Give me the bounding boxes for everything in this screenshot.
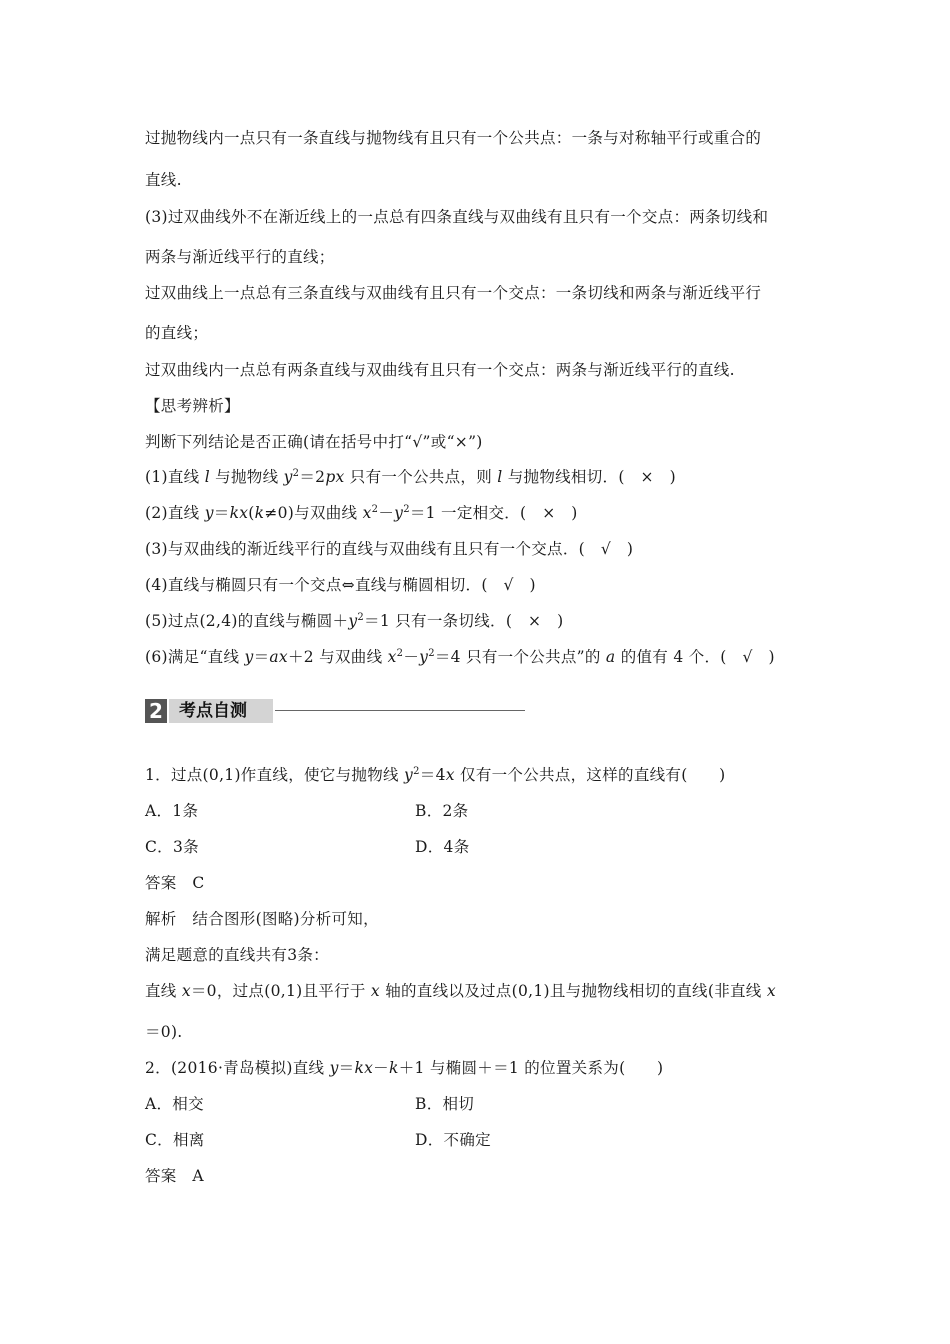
- q2-option-c: C．相离: [145, 1131, 205, 1149]
- intro-line-5: 过双曲线上一点总有三条直线与双曲线有且只有一个交点：一条切线和两条与渐近线平行: [145, 284, 762, 302]
- intro-line-3: (3)过双曲线外不在渐近线上的一点总有四条直线与双曲线有且只有一个交点：两条切线和: [145, 208, 769, 226]
- answer-mark: ×: [542, 504, 556, 522]
- answer-mark: ×: [640, 468, 654, 486]
- section-header: [145, 699, 525, 723]
- think-item-3: (3)与双曲线的渐近线平行的直线与双曲线有且只有一个交点．( √ ): [145, 540, 634, 558]
- q1-option-b: B．2条: [415, 802, 469, 820]
- section-rule: [275, 710, 525, 711]
- answer-mark: √: [503, 576, 514, 594]
- intro-line-1: 过抛物线内一点只有一条直线与抛物线有且只有一个公共点：一条与对称轴平行或重合的: [145, 129, 762, 147]
- q1-option-d: D．4条: [415, 838, 470, 856]
- q1-option-c: C．3条: [145, 838, 199, 856]
- section-title: 考点自测: [179, 701, 247, 721]
- q2-option-d: D．不确定: [415, 1131, 491, 1149]
- q2-stem: 2．(2016·青岛模拟)直线 y＝kx－k＋1 与椭圆＋＝1 的位置关系为( ): [145, 1059, 664, 1077]
- answer-mark: √: [742, 648, 753, 666]
- think-item-2: (2)直线 y＝kx(k≠0)与双曲线 $x^2-y^2=1$ 一定相交．( × ): [145, 504, 578, 522]
- think-item-4: (4)直线与椭圆只有一个交点⇔直线与椭圆相切．( √ ): [145, 576, 536, 594]
- think-heading: 【思考辨析】: [145, 397, 240, 415]
- q2-answer: 答案 A: [145, 1167, 204, 1185]
- think-item-1: (1)直线 l 与抛物线 $y^2=2px$ 只有一个公共点，则 l 与抛物线相切．( × ): [145, 468, 676, 486]
- q1-stem-text: 1．过点(0,1)作直线，使它与抛物线: [145, 766, 399, 784]
- q1-option-a: A．1条: [145, 802, 199, 820]
- think-item-text: (4)直线与椭圆只有一个交点⇔直线与椭圆相切．(: [145, 576, 488, 594]
- answer-mark: √: [600, 540, 612, 558]
- q1-stem: 1．过点(0,1)作直线，使它与抛物线 $y^2=4x$ 仅有一个公共点，这样的直线有( ): [145, 766, 726, 784]
- think-item-6: (6)满足“直线 y＝ax＋2 与双曲线 $x^2-y^2=4$ 只有一个公共点”的 a 的值有 4 个．( √ ): [145, 648, 775, 666]
- q2-option-b: B．相切: [415, 1095, 475, 1113]
- section-number: 2: [145, 699, 167, 723]
- q1-answer: 答案 C: [145, 874, 205, 892]
- q1-analysis-4: ＝0).: [145, 1023, 183, 1041]
- q1-analysis-1: 解析 结合图形(图略)分析可知，: [145, 910, 379, 928]
- intro-line-6: 的直线；: [145, 324, 209, 342]
- q2-option-a: A．相交: [145, 1095, 204, 1113]
- q1-analysis-3: 直线 x＝0，过点(0,1)且平行于 x 轴的直线以及过点(0,1)且与抛物线相切的直线(非直线 x: [145, 982, 776, 1000]
- intro-line-2: 直线.: [145, 171, 182, 189]
- think-instruction: 判断下列结论是否正确(请在括号中打“√”或“×”): [145, 433, 483, 451]
- think-item-text: (3)与双曲线的渐近线平行的直线与双曲线有且只有一个交点．(: [145, 540, 586, 558]
- answer-mark: ×: [527, 612, 542, 630]
- intro-line-7: 过双曲线内一点总有两条直线与双曲线有且只有一个交点：两条与渐近线平行的直线.: [145, 361, 735, 379]
- q1-analysis-2: 满足题意的直线共有3条：: [145, 946, 329, 964]
- intro-line-4: 两条与渐近线平行的直线；: [145, 248, 335, 266]
- think-item-5: (5)过点(2,4)的直线与椭圆$+y^2=1$ 只有一条切线．( × ): [145, 612, 564, 630]
